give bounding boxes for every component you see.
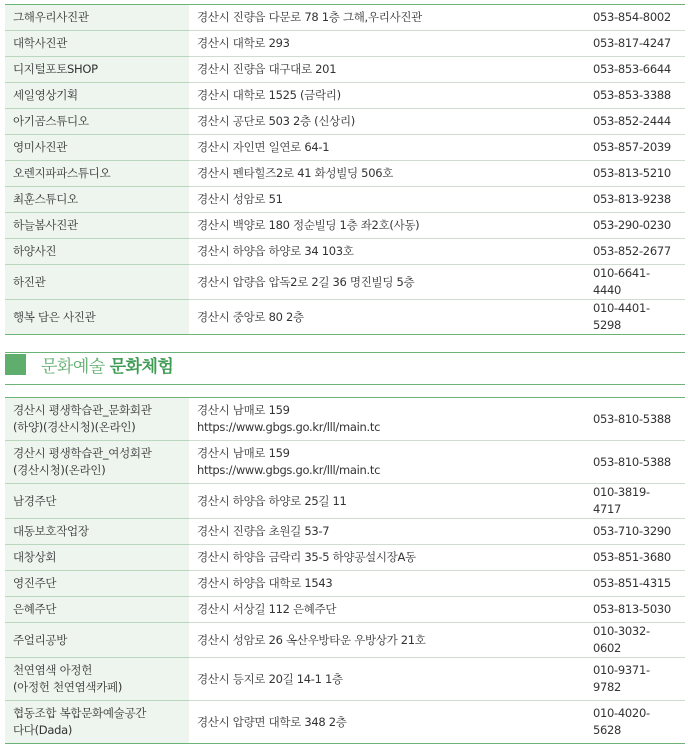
- studio-name: 하늘봄사진관: [5, 213, 189, 239]
- venue-name: [5, 441, 189, 484]
- venue-address-line1: 경산시 남매로 159: [197, 446, 290, 460]
- photo-studio-table: [5, 4, 685, 335]
- studio-phone: 010-4401-5298: [585, 300, 685, 335]
- studio-name: 영미사진관: [5, 135, 189, 161]
- venue-phone: 053-851-4315: [585, 571, 685, 597]
- studio-name: 세일영상기획: [5, 83, 189, 109]
- studio-name: 하진관: [5, 265, 189, 300]
- table-row: [5, 161, 685, 187]
- table-row: [5, 597, 685, 623]
- venue-phone: 010-9371-9782: [585, 658, 685, 701]
- table-row: [5, 265, 685, 300]
- venue-name: 영진주단: [5, 571, 189, 597]
- studio-address: 경산시 백양로 180 정순빌딩 1층 좌2호(사동): [189, 213, 585, 239]
- venue-phone: 010-4020-5628: [585, 701, 685, 744]
- studio-name: 그해우리사진관: [5, 5, 189, 31]
- section-marker-icon: [5, 354, 26, 375]
- culture-experience-table: [5, 397, 685, 744]
- table-row: [5, 5, 685, 31]
- studio-phone: 010-6641-4440: [585, 265, 685, 300]
- studio-phone: 053-857-2039: [585, 135, 685, 161]
- studio-address: 경산시 중앙로 80 2층: [189, 300, 585, 335]
- studio-address: 경산시 공단로 503 2층 (신상리): [189, 109, 585, 135]
- venue-address: [189, 441, 585, 484]
- studio-name: 대학사진관: [5, 31, 189, 57]
- venue-name: [5, 701, 189, 744]
- venue-phone: 053-813-5030: [585, 597, 685, 623]
- venue-name-line2: (경산시청)(온라인): [13, 463, 106, 477]
- studio-name: 아기곰스튜디오: [5, 109, 189, 135]
- venue-name-line2: (하양)(경산시청)(온라인): [13, 420, 136, 434]
- venue-address: 경산시 하양읍 대학로 1543: [189, 571, 585, 597]
- venue-address: [189, 398, 585, 441]
- studio-name: 오렌지파파스튜디오: [5, 161, 189, 187]
- venue-address: 경산시 하양읍 금락리 35-5 하양공설시장A동: [189, 545, 585, 571]
- table-row: [5, 545, 685, 571]
- venue-name: [5, 398, 189, 441]
- venue-address: 경산시 압량면 대학로 348 2층: [189, 701, 585, 744]
- venue-name-line2: (아정헌 천연염색카페): [13, 680, 123, 694]
- studio-phone: 053-813-9238: [585, 187, 685, 213]
- venue-name-line1: 협동조합 복합문화예술공간: [13, 706, 147, 720]
- venue-website[interactable]: https://www.gbgs.go.kr/lll/main.tc: [197, 463, 381, 477]
- venue-phone: 010-3819-4717: [585, 484, 685, 519]
- venue-name-line1: 경산시 평생학습관_여성회관: [13, 446, 152, 460]
- venue-website[interactable]: https://www.gbgs.go.kr/lll/main.tc: [197, 420, 381, 434]
- studio-address: 경산시 대학로 1525 (금락리): [189, 83, 585, 109]
- studio-phone: 053-854-8002: [585, 5, 685, 31]
- studio-phone: 053-290-0230: [585, 213, 685, 239]
- venue-name: [5, 658, 189, 701]
- section-title: [41, 353, 173, 381]
- studio-phone: 053-852-2677: [585, 239, 685, 265]
- venue-phone: 053-710-3290: [585, 519, 685, 545]
- venue-address: 경산시 등지로 20길 14-1 1층: [189, 658, 585, 701]
- table-row: [5, 31, 685, 57]
- studio-phone: 053-852-2444: [585, 109, 685, 135]
- table-row: [5, 187, 685, 213]
- table-row: [5, 571, 685, 597]
- studio-name: 행복 담은 사진관: [5, 300, 189, 335]
- venue-name: 대동보호작업장: [5, 519, 189, 545]
- venue-address-line1: 경산시 남매로 159: [197, 403, 290, 417]
- venue-address: 경산시 진량읍 초원길 53-7: [189, 519, 585, 545]
- table-row: [5, 658, 685, 701]
- table-row: [5, 135, 685, 161]
- studio-address: 경산시 성암로 51: [189, 187, 585, 213]
- venue-name: 대창상회: [5, 545, 189, 571]
- table-row: [5, 213, 685, 239]
- venue-name: 주얼리공방: [5, 623, 189, 658]
- section-title-category: 문화예술: [41, 357, 105, 377]
- studio-phone: 053-813-5210: [585, 161, 685, 187]
- table-row: [5, 83, 685, 109]
- studio-name: 최훈스튜디오: [5, 187, 189, 213]
- table-row: [5, 623, 685, 658]
- studio-address: 경산시 펜타힐즈2로 41 화성빌딩 506호: [189, 161, 585, 187]
- table-row: [5, 441, 685, 484]
- studio-name: 하양사진: [5, 239, 189, 265]
- venue-address: 경산시 서상길 112 은혜주단: [189, 597, 585, 623]
- venue-name: 은혜주단: [5, 597, 189, 623]
- table-row: [5, 57, 685, 83]
- studio-phone: 053-853-3388: [585, 83, 685, 109]
- table-row: [5, 519, 685, 545]
- studio-phone: 053-817-4247: [585, 31, 685, 57]
- table-row: [5, 300, 685, 335]
- studio-address: 경산시 하양읍 하양로 34 103호: [189, 239, 585, 265]
- studio-address: 경산시 진량읍 다문로 78 1층 그해,우리사진관: [189, 5, 585, 31]
- venue-phone: 053-810-5388: [585, 398, 685, 441]
- studio-name: 디지털포토SHOP: [5, 57, 189, 83]
- section-header: [5, 352, 685, 385]
- studio-address: 경산시 진량읍 대구대로 201: [189, 57, 585, 83]
- section-title-subcategory: 문화체험: [109, 357, 174, 377]
- venue-address: 경산시 성암로 26 옥산우방타운 우방상가 21호: [189, 623, 585, 658]
- table-row: [5, 398, 685, 441]
- venue-name-line1: 경산시 평생학습관_문화회관: [13, 403, 152, 417]
- studio-address: 경산시 대학로 293: [189, 31, 585, 57]
- venue-address: 경산시 하양읍 하양로 25길 11: [189, 484, 585, 519]
- studio-phone: 053-853-6644: [585, 57, 685, 83]
- table-row: [5, 109, 685, 135]
- venue-phone: 053-851-3680: [585, 545, 685, 571]
- venue-name: 남경주단: [5, 484, 189, 519]
- table-row: [5, 701, 685, 744]
- studio-address: 경산시 자인면 일연로 64-1: [189, 135, 585, 161]
- table-row: [5, 484, 685, 519]
- venue-name-line1: 천연염색 아정헌: [13, 663, 93, 677]
- venue-phone: 053-810-5388: [585, 441, 685, 484]
- venue-name-line2: 다다(Dada): [13, 723, 73, 737]
- venue-phone: 010-3032-0602: [585, 623, 685, 658]
- table-row: [5, 239, 685, 265]
- studio-address: 경산시 압량읍 압독2로 2길 36 명진빌딩 5층: [189, 265, 585, 300]
